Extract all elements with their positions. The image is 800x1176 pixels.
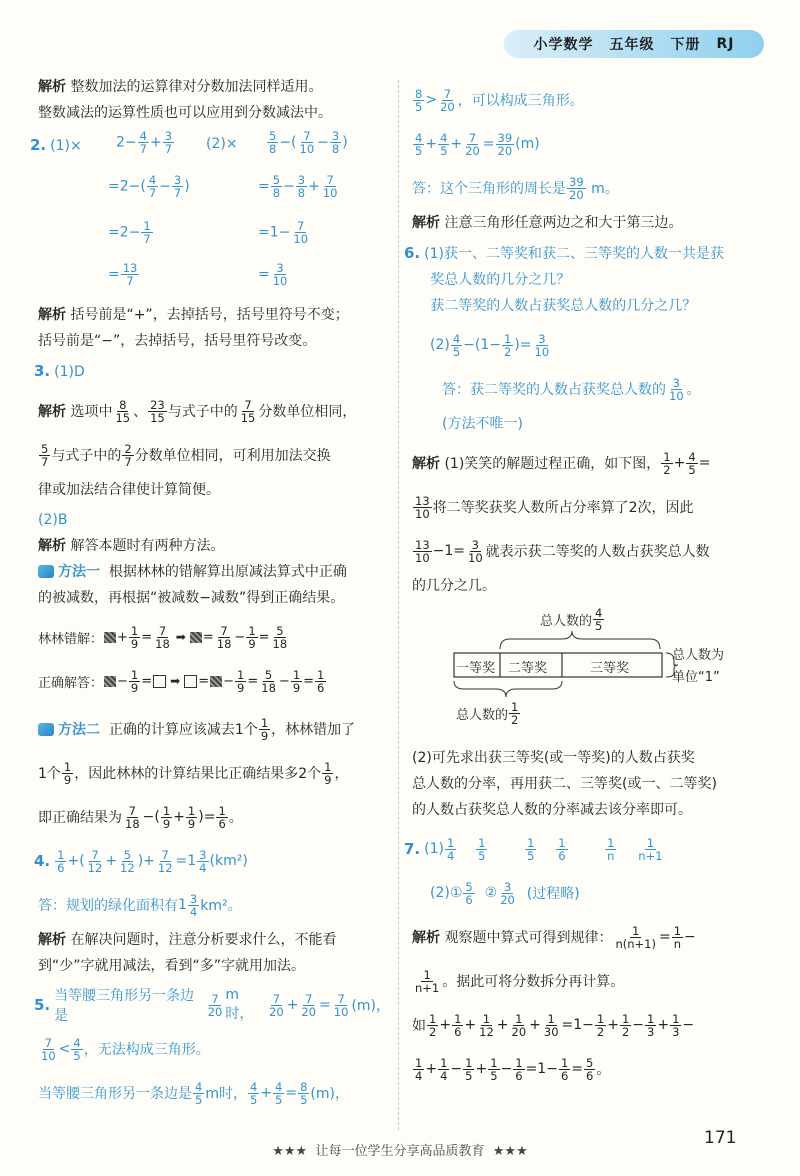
q5-analysis <box>412 210 764 236</box>
q6-analysis-line4: 的几分之几。 <box>412 578 496 594</box>
text: (1)× <box>50 138 82 154</box>
text: 括号前是“−”，去掉括号，括号里符号改变。 <box>38 333 317 349</box>
analysis-label: 解析 <box>38 79 66 95</box>
diagram-top-label: 总人数的 $\frac{4}{5}$ <box>540 606 603 633</box>
shaded-square-icon <box>190 632 202 643</box>
q2-answer: 2. (1)× 2− $\frac{4}{7}$ + $\frac{3}{7}$ =2−( $\frac{4}{7}$ − $\frac{3}{7}$ ) =2− $\frac{1}{7}$ = $\frac{13}{7}$ (2)× $\frac{5}{8}$ −( $\frac{7}{10}$ − $\frac{3}{8}$ ) = $\frac{5}{8}$ − $\frac{3}{8}$ + $\frac{7}{10}$ =1− $\frac{7}{10}$ = $\frac{3}{10}$ <box>30 129 348 288</box>
q5-line1: 5. 当等腰三角形另一条边是 $\frac{7}{20}$ m时， $\frac{7}{20}$ + $\frac{7}{20}$ = $\frac{7}{10}$ (m)， <box>34 987 390 1024</box>
text: ，因此林林的计算结果比正确结果多2个 <box>74 766 322 782</box>
q2-number: 2. <box>30 136 47 154</box>
column-divider <box>398 80 399 1130</box>
text: 括号前是“+”，去掉括号，括号里符号不变； <box>70 307 349 323</box>
q6-conclusion: 答：获二等奖的人数占获奖总人数的 $\frac{3}{10}$ 。 <box>442 375 701 403</box>
header-grade: 五年级 <box>609 37 655 53</box>
page-number: 171 <box>704 1128 737 1148</box>
arrow-right-icon: ➡ <box>170 674 181 688</box>
text: 单位“1” <box>672 670 720 685</box>
q7-analysis-line1: 解析 观察题中算式可得到规律： $\frac{1}{n(n+1)}$ = $\frac{1}{n}$ − <box>412 923 696 951</box>
text: 即正确结果为 <box>38 810 122 826</box>
text: 总人数的分率，再用获二、三等奖(或一、二等奖) <box>412 776 717 792</box>
shaded-square-icon <box>104 676 116 687</box>
header-banner <box>504 30 764 58</box>
text: 就表示获二等奖的人数占获奖总人数 <box>485 544 710 560</box>
q7-part2: (2)① $\frac{5}{6}$ ② $\frac{3}{20}$ (过程略) <box>430 879 580 907</box>
text: 解析 <box>412 930 440 946</box>
q6-analysis-line3: $\frac{13}{10}$ −1= $\frac{3}{10}$ 就表示获二等奖的人数占获奖总人数 <box>415 537 710 565</box>
left-column <box>30 74 390 1115</box>
footer: ★★★ 让每一位学生分享高品质教育 ★★★ <box>272 1144 528 1159</box>
q6-part1 <box>404 240 764 319</box>
text: 方法一 <box>58 564 100 580</box>
correct-solution: 正确解答： − $\frac{1}{9}$ = ➡ = − $\frac{1}{9}$ = $\frac{5}{18}$ − $\frac{1}{9}$ = $\frac{1}{6}$ <box>38 667 325 695</box>
text: (1) <box>424 841 444 857</box>
text: 在解决问题时，注意分析要求什么，不能看 <box>70 932 337 948</box>
text: (2)B <box>38 512 68 528</box>
text: 当等腰三角形另一条边是 <box>38 1086 192 1102</box>
method-1 <box>38 559 390 611</box>
text: ，无法构成三角形。 <box>83 1042 210 1058</box>
text: ② <box>484 885 498 901</box>
text: 。 <box>686 382 701 398</box>
text: (2)① <box>430 885 463 901</box>
text: m。 <box>591 181 619 197</box>
diagram-second-prize: 二等奖 <box>508 661 548 676</box>
empty-box-icon <box>184 675 197 688</box>
text: 3. <box>34 362 51 380</box>
text: 答：规划的绿化面积有 <box>38 898 178 914</box>
text: 正确解答： <box>38 675 104 691</box>
text: 总人数的 <box>540 614 593 629</box>
q6-analysis-2 <box>412 745 764 823</box>
text: 7. <box>404 840 421 858</box>
text: 根据林林的错解算出原减法算式中正确 <box>108 564 347 580</box>
text: 答：获二等奖的人数占获奖总人数的 <box>442 382 666 398</box>
arrow-right-icon: ➡ <box>175 630 186 644</box>
text: 的人数占获奖总人数的分率减去该分率即可。 <box>412 802 692 818</box>
q5-line2: $\frac{7}{10}$ < $\frac{4}{5}$ ，无法构成三角形。 <box>41 1035 210 1063</box>
text: 奖总人数的几分之几？ <box>430 272 571 288</box>
q4-answer: 4. $\frac{1}{6}$ +( $\frac{7}{12}$ + $\frac{5}{12}$ )+ $\frac{7}{12}$ =1 $\frac{3}{4}$ (km²) <box>34 847 248 875</box>
text: 。据此可将分数拆分再计算。 <box>442 974 625 990</box>
q7-analysis-line2: $\frac{1}{n+1}$ 。据此可将分数拆分再计算。 <box>415 967 625 995</box>
text: 与式子中的 <box>167 404 238 420</box>
header-subject: 小学数学 <box>533 37 594 53</box>
text: 的被减数，再根据“被减数−减数”得到正确结果。 <box>38 590 345 606</box>
text: (过程略) <box>526 886 580 902</box>
segment-diagram <box>412 605 764 739</box>
text: ，可以构成三角形。 <box>457 93 584 109</box>
q6-analysis-line1: 解析 (1)笑笑的解题过程正确，如下图， $\frac{1}{2}$ + $\frac{4}{5}$ = <box>412 449 711 477</box>
q4-conclusion: 答：规划的绿化面积有 1 $\frac{3}{4}$ km²。 <box>38 891 242 919</box>
text: 4. <box>34 852 51 870</box>
text: 当等腰三角形另一条边是 <box>54 988 195 1024</box>
q2-analysis <box>38 302 390 354</box>
text: 解析 <box>38 404 66 420</box>
linlin-wrong-solution: 林林错解： + $\frac{1}{9}$ = $\frac{7}{18}$ ➡ = $\frac{7}{18}$ − $\frac{1}{9}$ = $\frac{5}{18}$ <box>38 623 288 651</box>
q3-answer-1 <box>34 358 390 385</box>
text: 总人数为 <box>672 648 725 663</box>
text: 解析 <box>38 307 66 323</box>
text: km²。 <box>200 898 242 914</box>
text: m时， <box>225 987 254 1022</box>
text: 整数减法的运算性质也可以应用到分数减法中。 <box>38 105 332 121</box>
q7-part1: 7. (1) $\frac{1}{4}$ $\frac{1}{5}$ $\frac{1}{5}$ $\frac{1}{6}$ $\frac{1}{n}$ $\frac{1}{n+1}$ <box>404 835 663 863</box>
text: m时， <box>205 1086 247 1102</box>
text: (1)D <box>54 364 85 380</box>
q6-part2: (2) $\frac{4}{5}$ −(1− $\frac{1}{2}$ )= $\frac{3}{10}$ <box>430 331 550 359</box>
q4-analysis <box>38 927 390 979</box>
diagram-first-prize: 一等奖 <box>456 661 496 676</box>
text: 整数加法的运算律对分数加法同样适用。 <box>70 79 323 95</box>
text: 解析 <box>38 932 66 948</box>
text: 总人数的 <box>456 708 509 723</box>
diagram-third-prize: 三等奖 <box>590 661 630 676</box>
text: (1)获一、二等奖和获二、三等奖的人数一共是获 <box>424 246 724 262</box>
text: 注意三角形任意两边之和大于第三边。 <box>444 215 683 231</box>
text: (km²) <box>209 853 248 869</box>
q5-right-line2: $\frac{4}{5}$ + $\frac{4}{5}$ + $\frac{7}{20}$ = $\frac{39}{20}$ (m) <box>415 130 540 158</box>
text: (m)， <box>351 998 390 1014</box>
text: 与式子中的 <box>51 448 122 464</box>
q3-analysis-line3: 律或加法结合律使计算简便。 <box>38 482 220 498</box>
q3-analysis-line1: 解析 选项中 $\frac{8}{15}$ 、 $\frac{23}{15}$ 与式子中的 $\frac{7}{15}$ 分数单位相同， <box>38 397 357 425</box>
text: 解析 <box>412 215 440 231</box>
text: 分数单位相同，可利用加法交换 <box>134 448 331 464</box>
text: 解析 <box>38 538 66 554</box>
q5-line3: 当等腰三角形另一条边是 $\frac{4}{5}$ m时， $\frac{4}{5}$ + $\frac{4}{5}$ = $\frac{8}{5}$ (m)， <box>38 1079 349 1107</box>
diagram-bottom-label: 总人数的 $\frac{1}{2}$ <box>456 700 519 727</box>
text: 方法二 <box>58 722 100 738</box>
method-2-line2: 1个 $\frac{1}{9}$ ，因此林林的计算结果比正确结果多2个 $\frac{1}{9}$ ， <box>38 759 349 787</box>
text: 到“少”字就用减法，看到“多”字就用加法。 <box>38 958 306 974</box>
shaded-square-icon <box>210 676 222 687</box>
text: 如 <box>412 1018 426 1034</box>
q3-analysis-2 <box>38 533 390 559</box>
text: (2)可先求出获三等奖(或一等奖)的人数占获奖 <box>412 750 695 766</box>
q5-right-conclusion: 答：这个三角形的周长是 $\frac{39}{20}$ m。 <box>412 174 619 202</box>
method-2-line1: 方法二 正确的计算应该减去1个 $\frac{1}{9}$ ，林林错加了 <box>38 707 390 751</box>
header-edition: RJ <box>716 36 735 52</box>
q6-note: (方法不唯一) <box>442 416 523 432</box>
text: 答：这个三角形的周长是 <box>412 181 566 197</box>
method-icon <box>38 723 54 736</box>
q6-analysis-line2: $\frac{13}{10}$ 将二等奖获奖人数所占分率算了2次，因此 <box>415 493 694 521</box>
q5-right-line1: $\frac{8}{5}$ > $\frac{7}{20}$ ，可以构成三角形。 <box>415 86 584 114</box>
shaded-square-icon <box>104 632 116 643</box>
text: 分数单位相同， <box>258 404 357 420</box>
text: 选项中 <box>70 404 113 420</box>
text: 正确的计算应该减去1个 <box>108 722 258 738</box>
text: ，林林错加了 <box>271 722 356 738</box>
text: 解答本题时有两种方法。 <box>70 538 225 554</box>
q7-example-line1: 如 $\frac{1}{2}$ + $\frac{1}{6}$ + $\frac{1}{12}$ + $\frac{1}{20}$ + $\frac{1}{30}$ =1− $\frac{1}{2}$ + $\frac{1}{2}$ − $\frac{1}{3}$ + $\frac{1}{3}$ − <box>412 1011 695 1039</box>
q1-analysis <box>38 74 390 126</box>
q7-example-line2: $\frac{1}{4}$ + $\frac{1}{4}$ − $\frac{1}{5}$ + $\frac{1}{5}$ − $\frac{1}{6}$ =1− $\frac{1}{6}$ = $\frac{5}{6}$ 。 <box>415 1055 611 1083</box>
text: 让每一位学生分享高品质教育 <box>315 1144 485 1159</box>
text: 6. <box>404 244 421 262</box>
method-icon <box>38 565 54 578</box>
text: 5. <box>34 996 51 1014</box>
text: (m)， <box>310 1086 349 1102</box>
text: (m) <box>515 136 540 152</box>
q3-analysis-line2: $\frac{5}{7}$ 与式子中的 $\frac{2}{7}$ 分数单位相同，可利用加法交换 <box>41 441 331 469</box>
right-column <box>404 78 764 1091</box>
text: 林林错解： <box>38 631 104 647</box>
method-2-line3: 即正确结果为 $\frac{7}{18}$ −( $\frac{1}{9}$ + $\frac{1}{9}$ )= $\frac{1}{6}$ 。 <box>38 803 243 831</box>
empty-box-icon <box>153 675 166 688</box>
text: 观察题中算式可得到规律： <box>444 930 613 946</box>
text: 获二等奖的人数占获奖总人数的几分之几？ <box>430 298 697 314</box>
diagram-side-label <box>672 645 724 689</box>
q3-answer-2 <box>38 507 390 533</box>
text: 1个 <box>38 766 61 782</box>
text: 将二等奖获奖人数所占分率算了2次，因此 <box>432 500 694 516</box>
text: (2)× <box>206 136 238 152</box>
header-volume: 下册 <box>670 37 701 53</box>
text: ， <box>334 766 349 782</box>
text: (2) <box>430 337 450 353</box>
text: (1)笑笑的解题过程正确，如下图， <box>444 456 661 472</box>
text: 解析 <box>412 456 440 472</box>
